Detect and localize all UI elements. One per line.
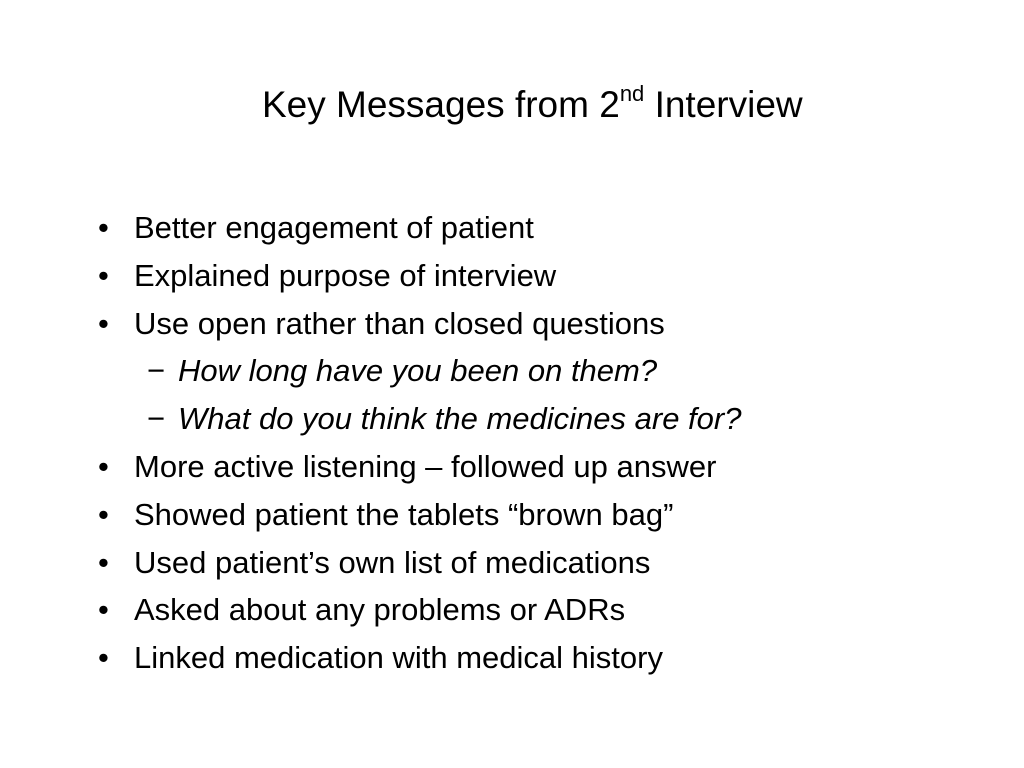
title-prefix: Key Messages from 2 — [262, 84, 620, 125]
list-item-text: Better engagement of patient — [134, 210, 534, 245]
list-item — [96, 252, 741, 300]
bullet-dot-icon: • — [98, 305, 109, 341]
list-item-text: Use open rather than closed questions — [134, 305, 665, 341]
list-item-text: Explained purpose of interview — [134, 257, 557, 293]
list-item — [96, 443, 741, 491]
sub-list-item-text: How long have you been on them? — [178, 353, 658, 389]
list-item — [96, 586, 741, 634]
list-item-text: Asked about any problems or ADRs — [134, 592, 626, 628]
sub-list-item-text: What do you think the medicines are for? — [178, 401, 742, 437]
bullet-dot-icon: • — [98, 257, 109, 293]
list-item — [96, 204, 741, 252]
list-item — [96, 491, 741, 539]
sub-list-item — [96, 347, 741, 395]
list-item — [96, 634, 741, 682]
list-item-text: More active listening – followed up answer — [134, 448, 717, 484]
slide-title — [262, 80, 803, 130]
list-item — [96, 300, 741, 348]
list-item — [96, 539, 741, 587]
bullet-dot-icon: • — [98, 448, 109, 484]
dash-icon: − — [147, 353, 166, 389]
bullet-list — [96, 204, 741, 682]
bullet-dot-icon: • — [98, 210, 109, 245]
dash-icon: − — [147, 401, 166, 437]
title-superscript: nd — [619, 81, 645, 106]
bullet-dot-icon: • — [98, 496, 109, 532]
list-item-text: Used patient’s own list of medications — [134, 544, 651, 580]
title-suffix: Interview — [644, 84, 803, 125]
sub-list-item — [96, 395, 741, 443]
bullet-dot-icon: • — [98, 640, 109, 676]
list-item-text: Linked medication with medical history — [134, 640, 663, 676]
bullet-dot-icon: • — [98, 592, 109, 628]
bullet-dot-icon: • — [98, 544, 109, 580]
list-item-text: Showed patient the tablets “brown bag” — [134, 496, 674, 532]
